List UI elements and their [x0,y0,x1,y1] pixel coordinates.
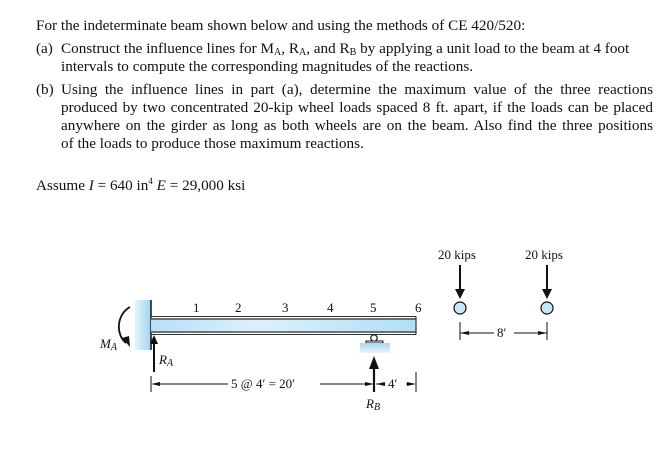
overhang-dimension-label: 4′ [388,376,398,391]
assumptions: Assume I = 640 $in^4$ E = 29,000 ksi [36,176,246,194]
part-b-label: (b) [36,81,54,98]
point-label-4: 4 [327,300,334,315]
load-2-label: 20 kips [525,247,563,262]
fixed-wall-support [135,300,151,350]
span-dimension-label: 5 @ 4′ = 20′ [231,376,295,391]
load-1-label: 20 kips [438,247,476,262]
reaction-rb-label: $R_B$ [366,396,381,413]
point-label-6: 6 [415,300,422,315]
part-b-line1: Using the influence lines in part (a), determine the maximum value of the three reactions [61,81,653,98]
reaction-ra-label: $R_A$ [159,352,174,369]
point-label-3: 3 [282,300,289,315]
point-label-2: 2 [235,300,242,315]
wheel-load-1 [454,265,466,314]
part-b-line2: produced by two concentrated 20-kip wheel loads spaced 8 ft. apart, if the loads can be placed [61,99,653,116]
wheel-spacing-label: 8′ [497,325,507,340]
rb-arrow-icon [369,356,379,392]
wheel-load-2 [541,265,553,314]
beam [151,317,416,335]
moment-ma-label: $M_A$ [100,336,117,353]
part-a-line2: intervals to compute the corresponding magnitudes of the reactions. [61,58,474,75]
roller-support-b [360,335,390,353]
point-label-5: 5 [370,300,377,315]
part-b-line3: anywhere on the girder as long as both wheels are on the beam. Also find the three positions [61,117,653,134]
part-b-line4: of the loads to produce those maximum reactions. [61,135,364,152]
point-label-1: 1 [193,300,200,315]
problem-intro: For the indeterminate beam shown below and using the methods of CE 420/520: [36,17,526,34]
part-a-line1: Construct the influence lines for $M_A$, $R_A$, and $R_B$ by applying a unit load to the beam at 4 foot [61,40,630,58]
part-a-label: (a) [36,40,53,57]
